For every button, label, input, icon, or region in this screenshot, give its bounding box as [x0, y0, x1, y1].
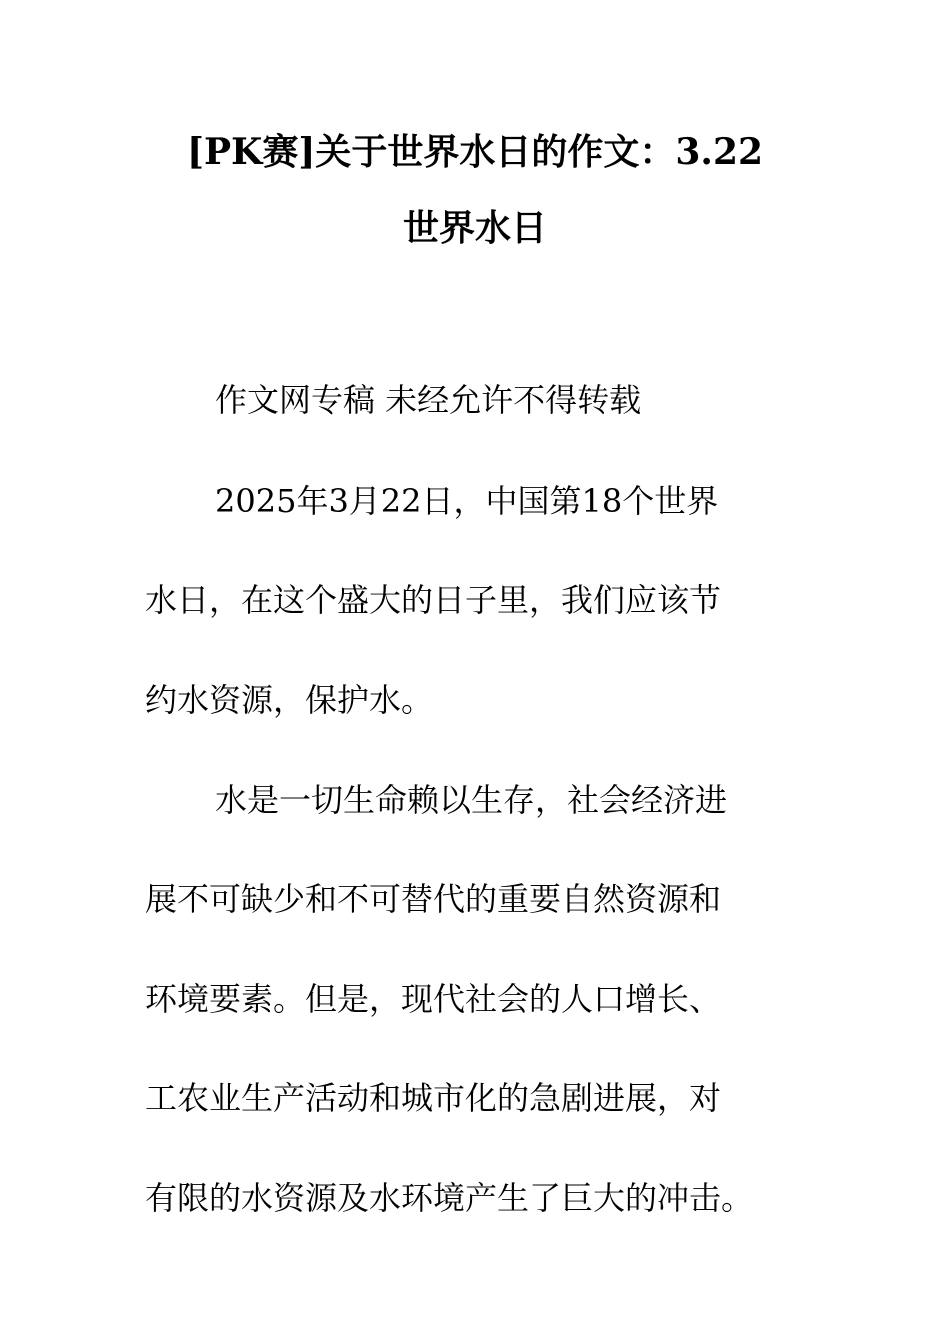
- paragraph-1-line-2: 水日，在这个盛大的日子里，我们应该节: [145, 581, 722, 619]
- document-title-line-1: [PK赛]关于世界水日的作文：3.22: [186, 131, 764, 173]
- paragraph-2-line-3: 环境要素。但是，现代社会的人口增长、: [145, 980, 722, 1018]
- byline: 作文网专稿 未经允许不得转载: [215, 381, 642, 419]
- paragraph-2-line-4: 工农业生产活动和城市化的急剧进展，对: [145, 1079, 722, 1117]
- paragraph-2-line-1: 水是一切生命赖以生存，社会经济进: [215, 781, 728, 819]
- paragraph-1-line-3: 约水资源，保护水。: [145, 681, 434, 719]
- paragraph-2-line-2: 展不可缺少和不可替代的重要自然资源和: [145, 880, 722, 918]
- document-title-line-2: 世界水日: [402, 207, 547, 249]
- paragraph-2-line-5: 有限的水资源及水环境产生了巨大的冲击。: [145, 1179, 754, 1217]
- paragraph-1-line-1: 2025年3月22日，中国第18个世界: [215, 482, 719, 520]
